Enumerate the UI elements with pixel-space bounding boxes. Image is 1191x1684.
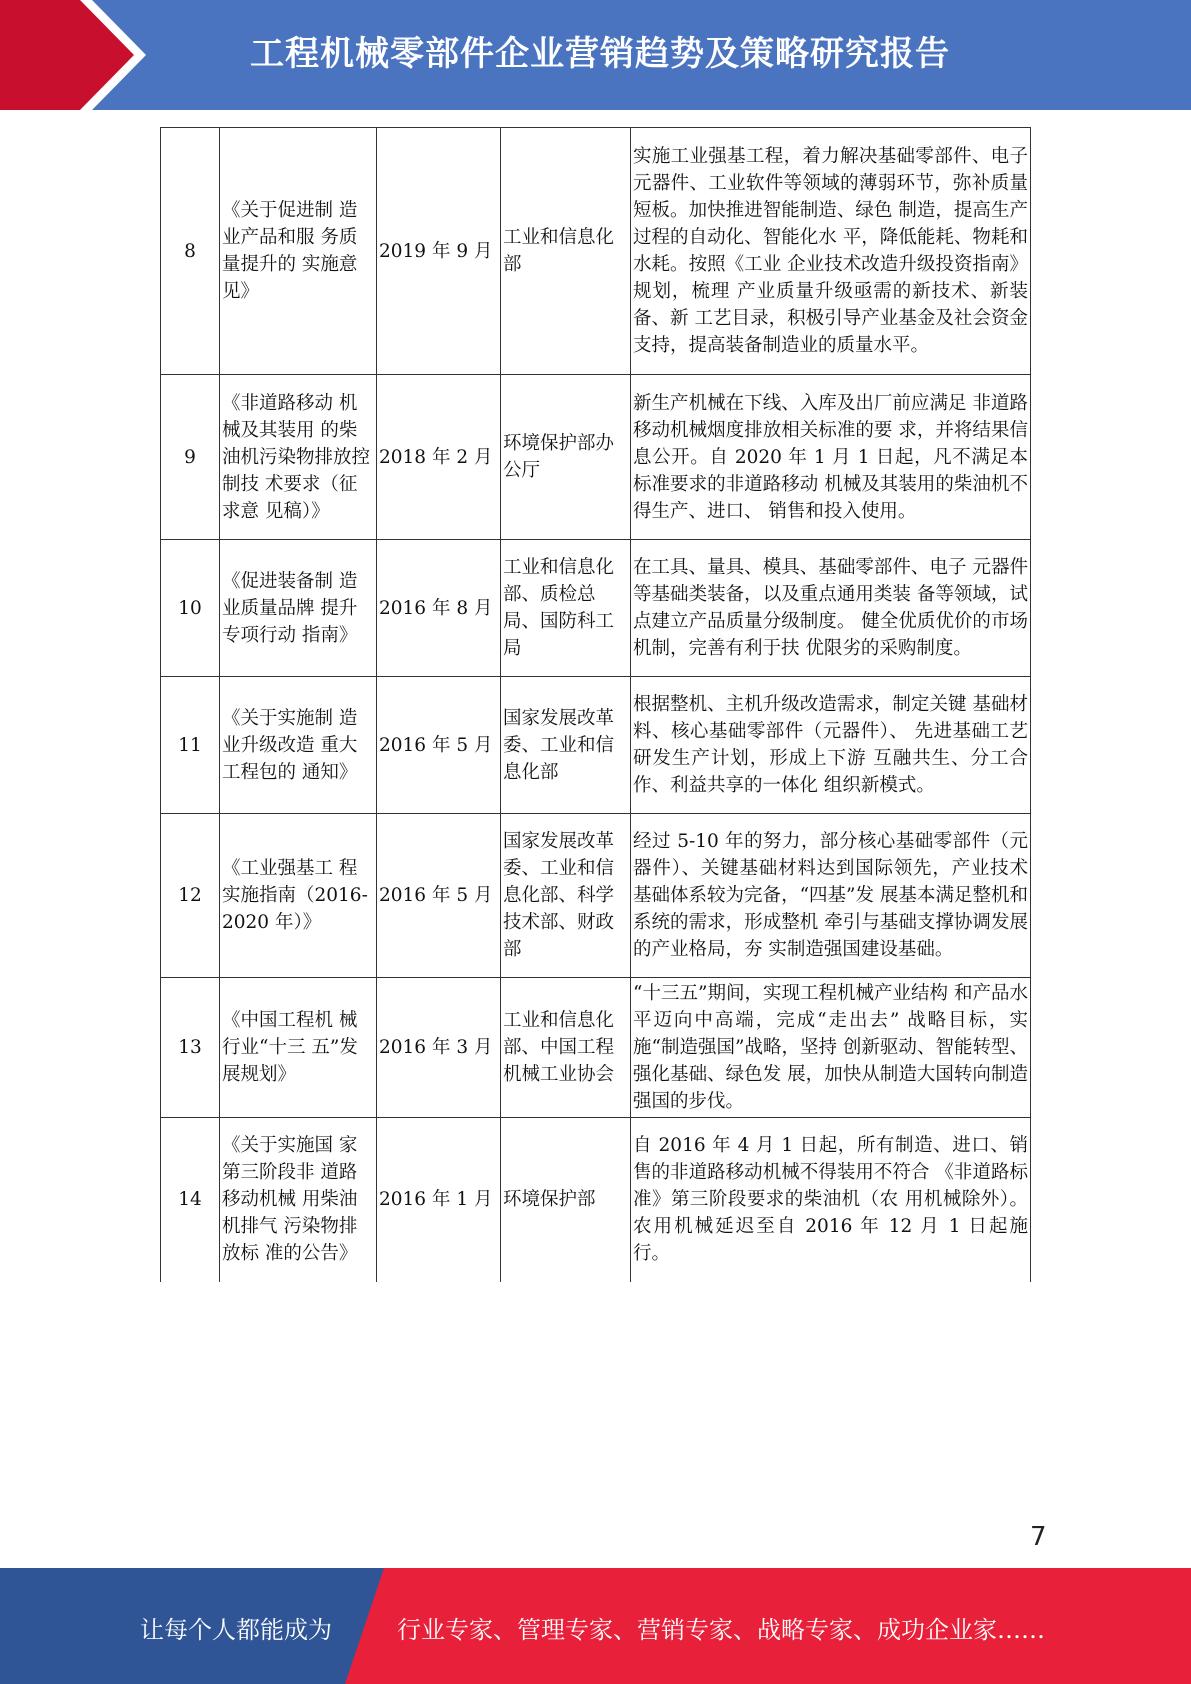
policy-name: 《促进装备制 造业质量品牌 提升专项行动 指南》 — [220, 540, 377, 677]
policy-content: 实施工业强基工程，着力解决基础零部件、电子元器件、工业软件等领域的薄弱环节，弥补质量短板。加快推进智能制造、绿色 制造，提高生产过程的自动化、智能化水 平，降低能耗、物耗和水耗。按照《工业 企业技术改造升级投资指南》规划，梳理 产业质量升级亟需的新技术、新装备、新 工艺目录，积极引导产业基金及社会资金 支持，提高装备制造业的质量水平。 — [631, 128, 1031, 375]
policy-name: 《关于实施国 家第三阶段非 道路移动机械 用柴油机排气 污染物排放标 准的公告》 — [220, 1118, 377, 1282]
footer-slogan-left: 让每个人都能成为 — [140, 1616, 332, 1644]
policy-name: 《非道路移动 机械及其装用 的柴油机污染物排放控制技 术要求（征求意 见稿）》 — [220, 375, 377, 540]
issuing-department: 工业和信息化部 — [501, 128, 631, 375]
table-row — [161, 128, 1031, 375]
policy-name: 《工业强基工 程实施指南（2016-2020 年）》 — [220, 814, 377, 978]
policy-name: 《中国工程机 械行业“十三 五”发展规划》 — [220, 978, 377, 1118]
footer-banner — [0, 1568, 1191, 1684]
table-row — [161, 375, 1031, 540]
table-row — [161, 677, 1031, 814]
header-banner — [0, 0, 1191, 110]
policy-content: 经过 5-10 年的努力，部分核心基础零部件（元器件）、关键基础材料达到国际领先，产业技术基础体系较为完备，“四基”发 展基本满足整机和系统的需求，形成整机 牵引与基础支撑协调发展的产业格局，夯 实制造强国建设基础。 — [631, 814, 1031, 978]
footer-slogan-right: 行业专家、管理专家、营销专家、战略专家、成功企业家…… — [397, 1616, 1045, 1644]
header-red-chevron — [0, 0, 150, 110]
issuing-department: 工业和信息化部、质检总局、国防科工局 — [501, 540, 631, 677]
policy-content: 自 2016 年 4 月 1 日起，所有制造、进口、销售的非道路移动机械不得装用不符合 《非道路标准》第三阶段要求的柴油机（农 用机械除外）。农用机械延迟至自 2016 年 12 月 1 日起施行。 — [631, 1118, 1031, 1282]
issuing-department: 国家发展改革委、工业和信息化部、科学技术部、财政部 — [501, 814, 631, 978]
policy-date: 2016 年 3 月 — [377, 978, 501, 1118]
policy-date: 2016 年 5 月 — [377, 677, 501, 814]
issuing-department: 工业和信息化部、中国工程机械工业协会 — [501, 978, 631, 1118]
policy-date: 2016 年 1 月 — [377, 1118, 501, 1282]
row-number: 8 — [161, 128, 220, 375]
row-number: 14 — [161, 1118, 220, 1282]
page-number: 7 — [1030, 1522, 1047, 1552]
table-row — [161, 978, 1031, 1118]
table-row — [161, 1118, 1031, 1282]
policy-name: 《关于实施制 造业升级改造 重大工程包的 通知》 — [220, 677, 377, 814]
row-number: 12 — [161, 814, 220, 978]
report-title: 工程机械零部件企业营销趋势及策略研究报告 — [250, 34, 950, 74]
row-number: 10 — [161, 540, 220, 677]
table-row — [161, 814, 1031, 978]
row-number: 9 — [161, 375, 220, 540]
policy-table — [160, 127, 1031, 1282]
policy-content: 根据整机、主机升级改造需求，制定关键 基础材料、核心基础零部件（元器件）、 先进基础工艺研发生产计划，形成上下游 互融共生、分工合作、利益共享的一体化 组织新模式。 — [631, 677, 1031, 814]
table-row — [161, 540, 1031, 677]
row-number: 11 — [161, 677, 220, 814]
policy-content: 新生产机械在下线、入库及出厂前应满足 非道路移动机械烟度排放相关标准的要 求，并将结果信息公开。自 2020 年 1 月 1 日起，凡不满足本标准要求的非道路移动 机械及其装用的柴油机不得生产、进口、 销售和投入使用。 — [631, 375, 1031, 540]
policy-name: 《关于促进制 造业产品和服 务质量提升的 实施意见》 — [220, 128, 377, 375]
policy-content: 在工具、量具、模具、基础零部件、电子 元器件等基础类装备，以及重点通用类装 备等领域，试点建立产品质量分级制度。 健全优质优价的市场机制，完善有利于扶 优限劣的采购制度。 — [631, 540, 1031, 677]
policy-date: 2019 年 9 月 — [377, 128, 501, 375]
policy-date: 2016 年 8 月 — [377, 540, 501, 677]
policy-date: 2016 年 5 月 — [377, 814, 501, 978]
policy-content: “十三五”期间，实现工程机械产业结构 和产品水平迈向中高端，完成“走出去” 战略目标，实施“制造强国”战略，坚持 创新驱动、智能转型、强化基础、绿色发 展，加快从制造大国转向制造强国的步伐。 — [631, 978, 1031, 1118]
row-number: 13 — [161, 978, 220, 1118]
issuing-department: 环境保护部 — [501, 1118, 631, 1282]
policy-table-container — [160, 127, 1030, 1282]
policy-date: 2018 年 2 月 — [377, 375, 501, 540]
issuing-department: 环境保护部办公厅 — [501, 375, 631, 540]
issuing-department: 国家发展改革委、工业和信息化部 — [501, 677, 631, 814]
